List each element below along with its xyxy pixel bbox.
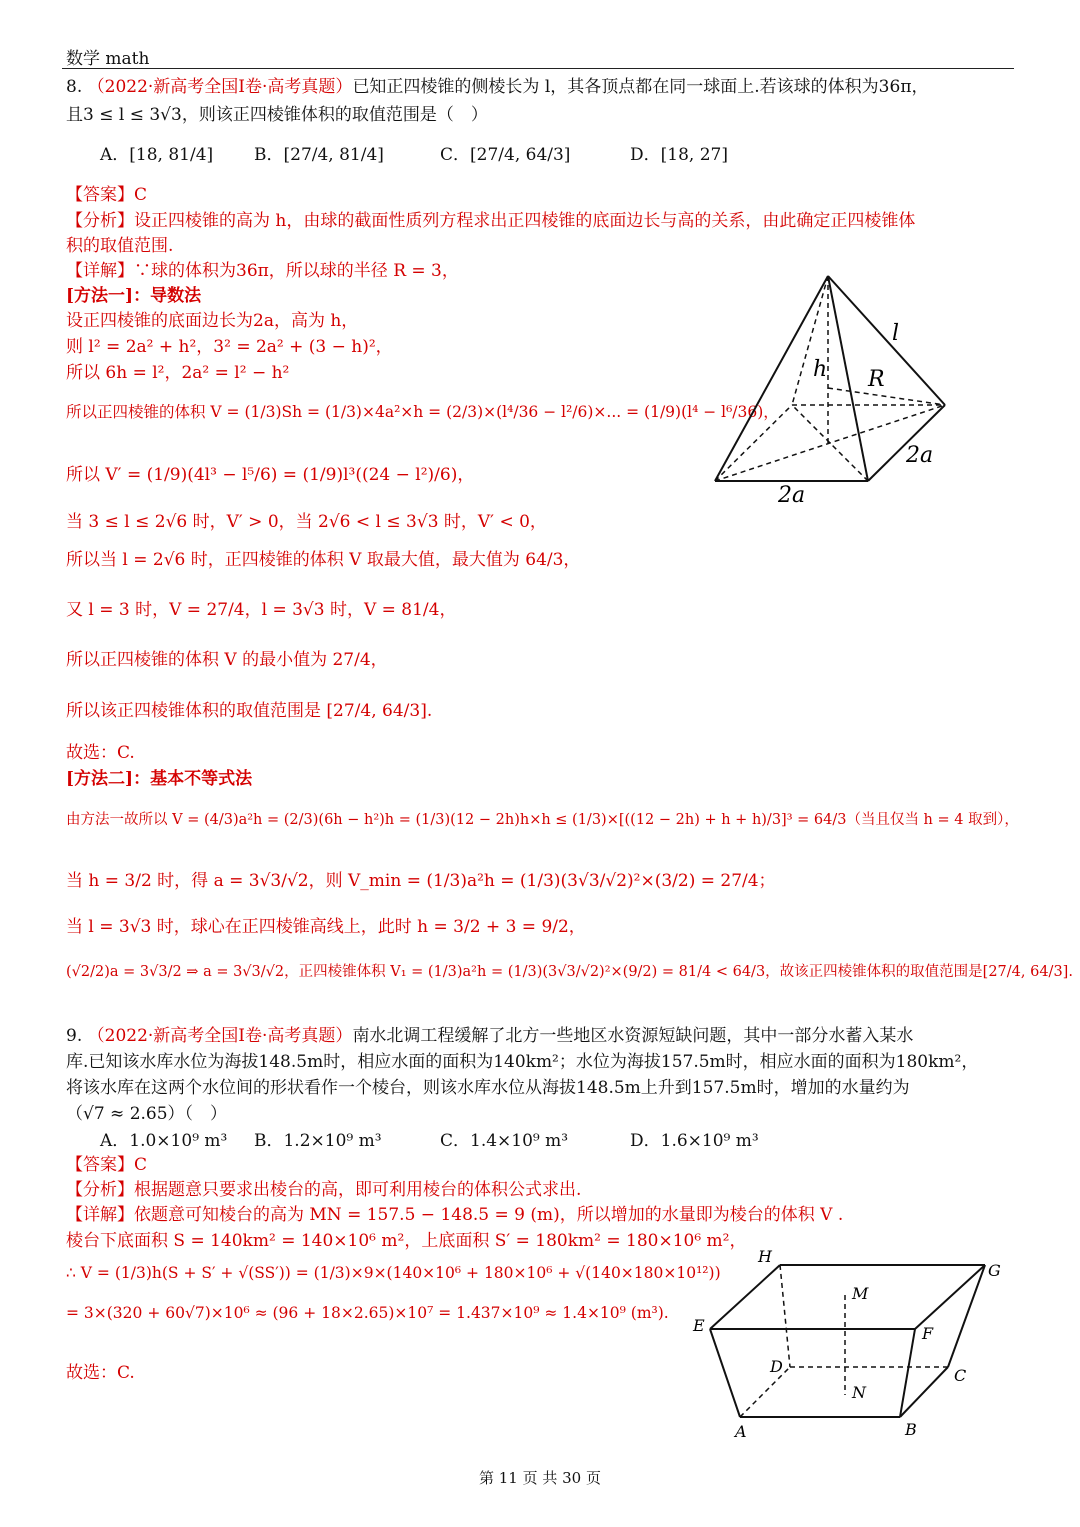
q8-option-b: B．[27/4, 81/4]: [254, 145, 384, 165]
label-A: A: [735, 1422, 747, 1441]
frustum-figure: [690, 1245, 1010, 1445]
q8-stem-line1: [66, 72, 929, 97]
q9-option-c: C．1.4×10⁹ m³: [440, 1131, 569, 1151]
q9-number: 9.: [66, 1026, 83, 1046]
label-D: D: [770, 1357, 783, 1376]
q8-option-a: A．[18, 81/4]: [100, 145, 214, 165]
q9-line2: 棱台下底面积 S = 140km² = 140×10⁶ m²，上底面积 S′ = 180km² = 180×10⁶ m²，: [66, 1231, 747, 1251]
label-R: R: [868, 367, 885, 392]
q8-m1-line: 又 l = 3 时，V = 27/4，l = 3√3 时，V = 81/4，: [66, 600, 457, 620]
q8-m1-line: 故选：C.: [66, 743, 135, 763]
q9-option-d: D．1.6×10⁹ m³: [630, 1131, 759, 1151]
label-M: M: [852, 1284, 869, 1303]
q9-stem-line3: 将该水库在这两个水位间的形状看作一个棱台，则该水库水位从海拔148.5m上升到157.5m时，增加的水量约为: [66, 1078, 910, 1098]
q8-method1-title: [方法一]：导数法: [66, 286, 202, 306]
q9-source: （2022·新高考全国Ⅰ卷·高考真题）: [87, 1026, 353, 1046]
q8-m2-line: 由方法一故所以 V = (4/3)a²h = (2/3)(6h − h²)h = (1/3)(12 − 2h)h×h ≤ (1/3)×[((12 − 2h) + h + h)/3]³ = 64/3（当且仅当 h = 4 取到），: [66, 812, 1019, 828]
page-header: 数学 math: [66, 49, 150, 69]
label-H: H: [758, 1247, 772, 1266]
q8-number: 8.: [66, 77, 83, 97]
label-2a-bottom: 2a: [778, 483, 806, 508]
q8-m1-line: 所以该正四棱锥体积的取值范围是 [27/4, 64/3].: [66, 701, 433, 721]
q9-detail: 【详解】依题意可知棱台的高为 MN = 157.5 − 148.5 = 9 (m)，所以增加的水量即为棱台的体积 V .: [66, 1205, 844, 1225]
label-2a-right: 2a: [906, 443, 934, 468]
q8-option-c: C．[27/4, 64/3]: [440, 145, 571, 165]
q8-m2-line: 当 h = 3/2 时，得 a = 3√3/√2，则 V_min = (1/3)a²h = (1/3)(3√3/√2)²×(3/2) = 27/4；: [66, 871, 776, 891]
q9-stem-text1: 南水北调工程缓解了北方一些地区水资源短缺问题，其中一部分水蓄入某水: [352, 1026, 914, 1046]
q8-m2-line: 当 l = 3√3 时，球心在正四棱锥高线上，此时 h = 3/2 + 3 = 9/2，: [66, 917, 586, 937]
label-l: l: [892, 321, 900, 346]
q8-m1-line: 所以当 l = 2√6 时，正四棱锥的体积 V 取最大值，最大值为 64/3，: [66, 550, 581, 570]
q8-analysis-line2: 积的取值范围.: [66, 236, 174, 256]
q8-source: （2022·新高考全国Ⅰ卷·高考真题）: [87, 77, 353, 97]
q9-line3: ∴ V = (1/3)h(S + S′ + √(SS′)) = (1/3)×9×(140×10⁶ + 180×10⁶ + √(140×180×10¹²)): [66, 1264, 721, 1282]
q8-answer: 【答案】C: [66, 185, 148, 205]
q8-m1-line: 所以正四棱锥的体积 V 的最小值为 27/4，: [66, 650, 388, 670]
q9-option-b: B．1.2×10⁹ m³: [254, 1131, 382, 1151]
page-footer: 第 11 页 共 30 页: [478, 1469, 601, 1487]
pyramid-figure: [700, 268, 970, 508]
q8-m1-line: 则 l² = 2a² + h²，3² = 2a² + (3 − h)²，: [66, 337, 393, 357]
header-rule: [62, 68, 1014, 69]
q8-m1-line: 所以正四棱锥的体积 V = (1/3)Sh = (1/3)×4a²×h = (2/3)×(l⁴/36 − l²/6)×... = (1/9)(l⁴ − l⁶/36)，: [66, 403, 779, 421]
label-E: E: [693, 1316, 705, 1335]
q8-m1-line: 所以 V′ = (1/9)(4l³ − l⁵/6) = (1/9)l³((24 − l²)/6)，: [66, 465, 475, 485]
q8-detail: 【详解】∵球的体积为36π，所以球的半径 R = 3，: [66, 261, 459, 281]
q9-analysis: 【分析】根据题意只要求出棱台的高，即可利用棱台的体积公式求出.: [66, 1180, 582, 1200]
q9-option-a: A．1.0×10⁹ m³: [100, 1131, 228, 1151]
label-C: C: [954, 1366, 967, 1385]
q8-option-d: D．[18, 27]: [630, 145, 728, 165]
q9-line4: = 3×(320 + 60√7)×10⁶ ≈ (96 + 18×2.65)×10⁷ = 1.437×10⁹ ≈ 1.4×10⁹ (m³).: [66, 1304, 669, 1322]
q8-m1-line: 当 3 ≤ l ≤ 2√6 时，V′ > 0，当 2√6 < l ≤ 3√3 时，V′ < 0，: [66, 512, 547, 532]
q8-method2-title: [方法二]：基本不等式法: [66, 769, 253, 789]
label-N: N: [852, 1383, 866, 1402]
q8-m1-line: 设正四棱锥的底面边长为2a，高为 h，: [66, 311, 359, 331]
q9-stem-line1: [66, 1021, 913, 1046]
q8-m1-line: 所以 6h = l²，2a² = l² − h²: [66, 363, 290, 383]
q8-m2-line: (√2/2)a = 3√3/2 ⇒ a = 3√3/√2，正四棱锥体积 V₁ = (1/3)a²h = (1/3)(3√3/√2)²×(9/2) = 81/4 < 64/3，故该正四棱锥体积的取值范围是[27/4, 64/3].: [66, 964, 1073, 980]
q9-stem-line2: 库.已知该水库水位为海拔148.5m时，相应水面的面积为140km²；水位为海拔157.5m时，相应水面的面积为180km²，: [66, 1052, 979, 1072]
label-G: G: [988, 1261, 1001, 1280]
q8-analysis-line1: 【分析】设正四棱锥的高为 h，由球的截面性质列方程求出正四棱锥的底面边长与高的关系，由此确定正四棱锥体: [66, 211, 916, 231]
q9-stem-line4: （√7 ≈ 2.65）（ ）: [66, 1104, 228, 1124]
label-F: F: [922, 1324, 934, 1343]
q9-select: 故选：C.: [66, 1363, 135, 1383]
label-h: h: [813, 357, 828, 382]
q8-stem-line2: 且3 ≤ l ≤ 3√3，则该正四棱锥体积的取值范围是（ ）: [66, 105, 488, 125]
label-B: B: [905, 1420, 917, 1439]
q9-answer: 【答案】C: [66, 1155, 148, 1175]
q8-stem-text1: 已知正四棱锥的侧棱长为 l，其各顶点都在同一球面上.若该球的体积为36π，: [352, 77, 929, 97]
